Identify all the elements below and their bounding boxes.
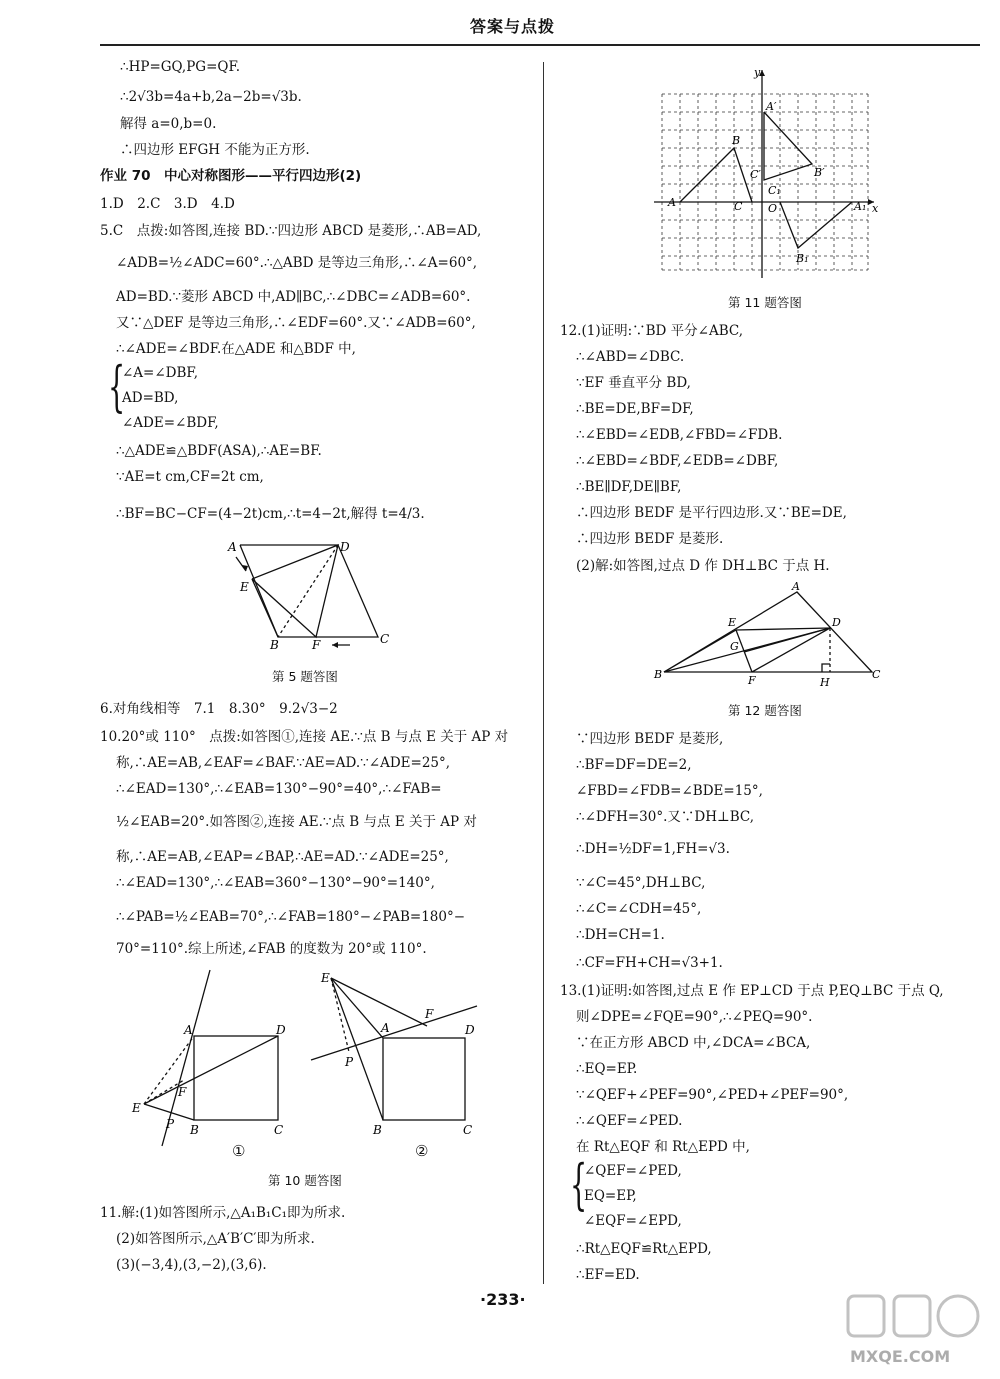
figure-caption: 第 5 题答图: [272, 669, 338, 684]
section-heading: 作业 70 中心对称图形——平行四边形(2): [100, 168, 362, 184]
svg-text:B: B: [654, 668, 663, 681]
text-line: 12.(1)证明:∵BD 平分∠ABC,: [560, 323, 744, 339]
text-line: ∴CF=FH+CH=√3+1.: [576, 955, 723, 971]
svg-text:C′: C′: [750, 168, 761, 181]
svg-text:y: y: [754, 66, 761, 79]
svg-text:x: x: [872, 202, 879, 215]
svg-text:B′: B′: [814, 166, 825, 179]
text-line: ∴∠PAB=½∠EAB=70°,∴∠FAB=180°−∠PAB=180°−: [116, 909, 466, 925]
text-line: 称,∴AE=AB,∠EAP=∠BAP,∴AE=AD.∵∠ADE=25°,: [116, 849, 449, 865]
text-line: 10.20°或 110° 点拨:如答图①,连接 AE.∵点 B 与点 E 关于 AP 对: [100, 729, 509, 745]
svg-text:P: P: [345, 1055, 354, 1069]
svg-text:A: A: [792, 582, 800, 593]
text-line: ∵∠QEF+∠PEF=90°,∠PED+∠PEF=90°,: [576, 1087, 849, 1103]
text-line: AD=BD.∵菱形 ABCD 中,AD∥BC,∴∠DBC=∠ADB=60°.: [116, 289, 471, 305]
figure-q10-2: [305, 968, 485, 1148]
figure-q12: [652, 582, 882, 692]
svg-text:G: G: [730, 640, 739, 653]
text-line: 1.D 2.C 3.D 4.D: [100, 196, 235, 212]
text-line: ∴2√3b=4a+b,2a−2b=√3b.: [120, 89, 302, 105]
text-line: ∵四边形 BEDF 是菱形,: [576, 731, 724, 747]
text-line: ∴BE=DE,BF=DF,: [576, 401, 694, 417]
svg-text:C: C: [872, 668, 881, 681]
figure-caption: 第 11 题答图: [728, 295, 802, 310]
text-line: 在 Rt△EQF 和 Rt△EPD 中,: [576, 1139, 750, 1155]
text-line: (3)(−3,4),(3,−2),(3,6).: [116, 1257, 267, 1273]
svg-text:H: H: [820, 676, 830, 689]
svg-text:B: B: [732, 134, 741, 147]
text-line: ∠FBD=∠FDB=∠BDE=15°,: [576, 783, 763, 799]
svg-text:A₁: A₁: [854, 200, 867, 213]
svg-text:F: F: [312, 638, 321, 652]
text-line: ½∠EAB=20°.如答图②,连接 AE.∵点 B 与点 E 关于 AP 对: [116, 814, 477, 830]
svg-text:D: D: [832, 616, 841, 629]
text-line: ∴HP=GQ,PG=QF.: [120, 59, 241, 75]
text-line: ∵AE=t cm,CF=2t cm,: [116, 469, 264, 485]
svg-text:F: F: [425, 1007, 434, 1021]
text-line: ∠ADE=∠BDF,: [122, 415, 219, 431]
text-line: ∴∠DFH=30°.又∵DH⊥BC,: [576, 809, 754, 825]
text-line: ∴∠EBD=∠EDB,∠FBD=∠FDB.: [576, 427, 783, 443]
svg-text:B: B: [270, 638, 279, 652]
svg-text:C: C: [734, 200, 743, 213]
watermark-text: MXQE.COM: [850, 1347, 951, 1366]
svg-text:B₁: B₁: [796, 252, 809, 265]
page-number: ·233·: [480, 1290, 526, 1309]
figure-q11-grid: [650, 66, 880, 280]
svg-text:A: A: [668, 196, 676, 209]
svg-text:C: C: [274, 1123, 284, 1137]
text-line: ∴∠C=∠CDH=45°,: [576, 901, 702, 917]
svg-text:C₁: C₁: [768, 184, 781, 197]
text-line: ∴BE∥DF,DE∥BF,: [576, 479, 682, 495]
svg-text:A: A: [381, 1021, 390, 1035]
text-line: 称,∴AE=AB,∠EAF=∠BAF.∵AE=AD.∵∠ADE=25°,: [116, 755, 451, 771]
text-line: 70°=110°.综上所述,∠FAB 的度数为 20°或 110°.: [116, 941, 427, 957]
svg-text:A: A: [184, 1023, 193, 1037]
svg-text:B: B: [190, 1123, 199, 1137]
svg-text:A′: A′: [766, 100, 777, 113]
text-line: ∴四边形 EFGH 不能为正方形.: [120, 142, 310, 158]
text-line: ∴DH=½DF=1,FH=√3.: [576, 841, 730, 857]
svg-text:D: D: [340, 540, 350, 554]
header-rule: [100, 44, 980, 46]
text-line: ∠A=∠DBF,: [122, 365, 198, 381]
text-line: EQ=EP,: [584, 1188, 637, 1204]
text-line: 又∵△DEF 是等边三角形,∴∠EDF=60°.又∵∠ADB=60°,: [116, 315, 476, 331]
text-line: ∴BF=DF=DE=2,: [576, 757, 692, 773]
text-line: ∴∠EAD=130°,∴∠EAB=130°−90°=40°,∴∠FAB=: [116, 781, 442, 797]
svg-text:B: B: [373, 1123, 382, 1137]
text-line: ∴四边形 BEDF 是菱形.: [576, 531, 724, 547]
text-line: (2)解:如答图,过点 D 作 DH⊥BC 于点 H.: [576, 558, 830, 574]
text-line: 11.解:(1)如答图所示,△A₁B₁C₁即为所求.: [100, 1205, 346, 1221]
text-line: 13.(1)证明:如答图,过点 E 作 EP⊥CD 于点 P,EQ⊥BC 于点 Q,: [560, 983, 944, 999]
page-header: [0, 0, 1000, 46]
svg-text:A: A: [228, 540, 237, 554]
text-line: ∠EQF=∠EPD,: [584, 1213, 682, 1229]
watermark-logo: [840, 1290, 990, 1370]
text-line: ∴∠EBD=∠BDF,∠EDB=∠DBF,: [576, 453, 779, 469]
svg-text:C: C: [380, 632, 390, 646]
text-line: 解得 a=0,b=0.: [120, 116, 217, 132]
svg-text:F: F: [178, 1085, 187, 1099]
text-line: ∴Rt△EQF≌Rt△EPD,: [576, 1241, 712, 1257]
svg-text:E: E: [321, 971, 330, 985]
text-line: ∴∠ADE=∠BDF.在△ADE 和△BDF 中,: [116, 341, 356, 357]
text-line: ∴∠EAD=130°,∴∠EAB=360°−130°−90°=140°,: [116, 875, 435, 891]
figure-q5: [220, 535, 400, 655]
text-line: 则∠DPE=∠FQE=90°,∴∠PEQ=90°.: [576, 1009, 813, 1025]
text-line: ∠ADB=½∠ADC=60°.∴△ABD 是等边三角形,∴∠A=60°,: [116, 255, 478, 271]
figure-label: ②: [415, 1142, 429, 1160]
brace: {: [570, 1153, 588, 1216]
text-line: ∴BF=BC−CF=(4−2t)cm,∴t=4−2t,解得 t=4/3.: [116, 506, 425, 522]
figure-label: ①: [232, 1142, 246, 1160]
svg-text:D: D: [465, 1023, 475, 1037]
column-divider: [543, 62, 544, 1284]
figure-q10-1: [128, 968, 298, 1148]
svg-text:E: E: [728, 616, 737, 629]
text-line: AD=BD,: [122, 390, 179, 406]
text-line: ∴∠ABD=∠DBC.: [576, 349, 685, 365]
svg-text:E: E: [240, 580, 249, 594]
text-line: ∠QEF=∠PED,: [584, 1163, 682, 1179]
text-line: ∴EF=ED.: [576, 1267, 640, 1283]
text-line: 5.C 点拨:如答图,连接 BD.∵四边形 ABCD 是菱形,∴AB=AD,: [100, 223, 482, 239]
svg-text:E: E: [132, 1101, 141, 1115]
svg-text:F: F: [748, 674, 756, 687]
text-line: ∴∠QEF=∠PED.: [576, 1113, 683, 1129]
text-line: ∴四边形 BEDF 是平行四边形.又∵BE=DE,: [576, 505, 847, 521]
text-line: ∴EQ=EP.: [576, 1061, 638, 1077]
svg-text:P: P: [166, 1117, 175, 1131]
brace: {: [108, 355, 126, 418]
svg-text:D: D: [276, 1023, 286, 1037]
text-line: ∴△ADE≌△BDF(ASA),∴AE=BF.: [116, 443, 322, 459]
figure-caption: 第 12 题答图: [728, 703, 802, 718]
text-line: ∵EF 垂直平分 BD,: [576, 375, 691, 391]
header-title: 答案与点拨: [470, 17, 556, 36]
svg-text:C: C: [463, 1123, 473, 1137]
text-line: ∵在正方形 ABCD 中,∠DCA=∠BCA,: [576, 1035, 811, 1051]
text-line: ∵∠C=45°,DH⊥BC,: [576, 875, 706, 891]
text-line: 6.对角线相等 7.1 8.30° 9.2√3−2: [100, 701, 338, 717]
text-line: (2)如答图所示,△A′B′C′即为所求.: [116, 1231, 315, 1247]
svg-text:O: O: [768, 202, 778, 215]
figure-caption: 第 10 题答图: [268, 1173, 342, 1188]
text-line: ∴DH=CH=1.: [576, 927, 665, 943]
